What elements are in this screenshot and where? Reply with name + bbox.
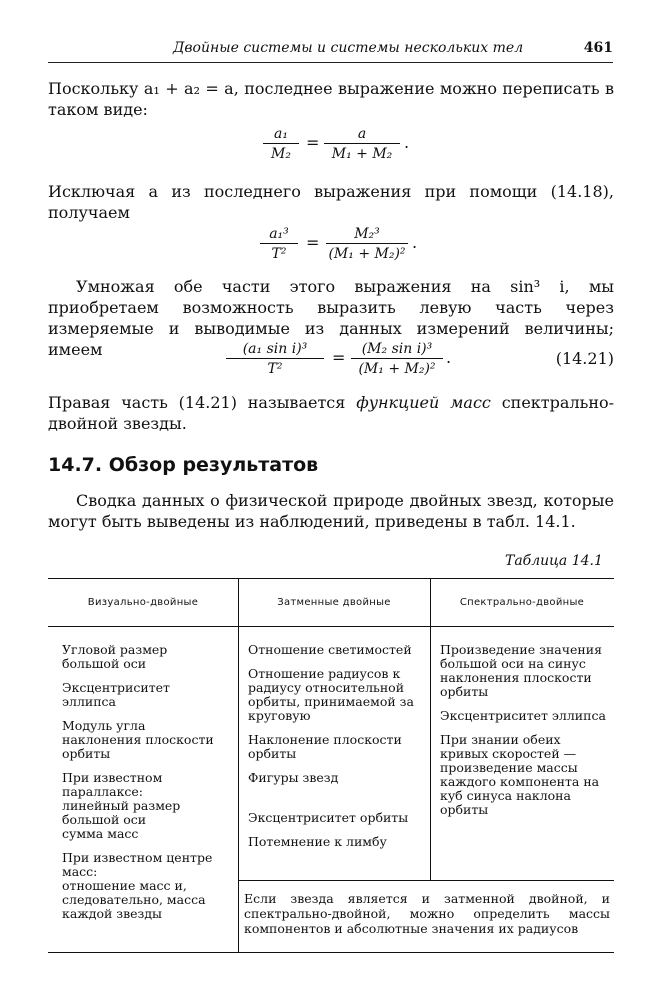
- eq1-rhs: [324, 125, 400, 162]
- list-item: Наклонение плоскости орбиты: [248, 732, 402, 761]
- col-header-spectroscopic: Спектрально-двойные: [459, 597, 585, 608]
- eq2-lhs-num: a₁³: [260, 225, 298, 244]
- list-item: Фигуры звезд: [248, 770, 339, 785]
- combined-note: Если звезда является и затменной двойной, и спектрально-двойной, можно определить массы компонентов и абсолютные значения их радиусов: [244, 891, 610, 936]
- eq3-lhs: [226, 340, 324, 377]
- paragraph-4-end: спектрально-двойной звезды.: [48, 393, 615, 433]
- eq1-lhs: [263, 125, 299, 162]
- paragraph-3: Умножая обе части этого выражения на sin³ i, мы приобретаем возможность выразить левую часть через измеряемые и выводимые из данных измерений величины; имеем: [48, 277, 614, 359]
- list-item: отношение масс и, следовательно, масса каждой звезды: [62, 878, 206, 921]
- eq2-equals: =: [306, 233, 320, 252]
- eq1-period: .: [404, 133, 410, 152]
- list-item: Угловой размер большой оси: [62, 642, 168, 671]
- eq3-equals: =: [332, 348, 346, 367]
- equation-3: [48, 340, 614, 380]
- running-header: [48, 40, 613, 63]
- eq2-period: .: [412, 233, 418, 252]
- list-item: При знании обеих кривых скоростей — произведение массы каждого компонента на куб синуса наклона орбиты: [440, 732, 600, 817]
- equation-1: [48, 125, 614, 165]
- section-heading: 14.7. Обзор результатов: [48, 454, 319, 476]
- table-caption: Таблица 14.1: [505, 553, 603, 569]
- mass-function-term: функцией масс: [356, 393, 491, 412]
- paragraph-2: Исключая a из последнего выражения при помощи (14.18), получаем: [48, 182, 614, 222]
- eq3-period: .: [446, 348, 452, 367]
- col-visual: [62, 643, 222, 931]
- list-item: Эксцентриситет эллипса: [62, 680, 170, 709]
- list-item: Эксцентриситет орбиты: [248, 810, 409, 825]
- paragraph-4-start: Правая часть (14.21) называется: [48, 393, 357, 412]
- list-item: Отношение светимостей: [248, 642, 412, 657]
- list-item: Отношение радиусов к радиусу относительной орбиты, принимаемой за круговую: [248, 666, 414, 723]
- list-item: линейный размер большой оси: [62, 798, 181, 827]
- eq1-rhs-den: M₁ + M₂: [331, 146, 393, 162]
- running-title: Двойные системы и системы нескольких тел: [173, 40, 524, 56]
- col-spectroscopic: [440, 643, 610, 827]
- list-item: При известном центре масс:: [62, 850, 213, 879]
- list-item: Произведение значения большой оси на синус наклонения плоскости орбиты: [440, 642, 602, 699]
- list-item: Потемнение к лимбу: [248, 834, 387, 849]
- list-item: Эксцентриситет эллипса: [440, 708, 606, 723]
- table-header-rule: [48, 626, 614, 627]
- eq1-equals: =: [306, 133, 320, 152]
- section-paragraph: Сводка данных о физической природе двойных звезд, которые могут быть выведены из наблюдений, приведены в табл. 14.1.: [48, 491, 614, 531]
- table-top-rule: [48, 578, 614, 579]
- equation-2: [48, 225, 614, 265]
- table-divider-1: [238, 578, 239, 952]
- eq3-lhs-num: (a₁ sin i)³: [226, 340, 324, 359]
- col-header-eclipsing: Затменные двойные: [277, 597, 391, 608]
- eq2-rhs-num: M₂³: [326, 225, 408, 244]
- list-item: При известном параллаксе:: [62, 770, 163, 799]
- eq3-number: (14.21): [555, 349, 614, 368]
- page-number: 461: [583, 40, 613, 56]
- eq2-rhs: [326, 225, 408, 262]
- table-note-rule: [238, 880, 614, 881]
- table-bottom-rule: [48, 952, 614, 953]
- list-item: сумма масс: [62, 826, 139, 841]
- col-header-visual: Визуально-двойные: [87, 597, 199, 608]
- paragraph-1: Поскольку a₁ + a₂ = a, последнее выражение можно переписать в таком виде:: [48, 79, 614, 119]
- eq1-lhs-num: a₁: [263, 125, 299, 144]
- eq3-rhs-num: (M₂ sin i)³: [351, 340, 443, 359]
- eq2-lhs: [260, 225, 298, 262]
- eq3-lhs-den: T²: [267, 361, 283, 377]
- eq2-lhs-den: T²: [271, 246, 287, 262]
- eq1-lhs-den: M₂: [271, 146, 291, 162]
- list-item: Модуль угла наклонения плоскости орбиты: [62, 718, 214, 761]
- table-divider-2: [430, 578, 431, 880]
- eq1-rhs-num: a: [324, 125, 400, 144]
- eq2-rhs-den: (M₁ + M₂)²: [328, 246, 406, 262]
- eq3-rhs-den: (M₁ + M₂)²: [358, 361, 436, 377]
- eq3-rhs: [351, 340, 443, 377]
- paragraph-4: [48, 392, 614, 434]
- col-eclipsing: [248, 643, 418, 859]
